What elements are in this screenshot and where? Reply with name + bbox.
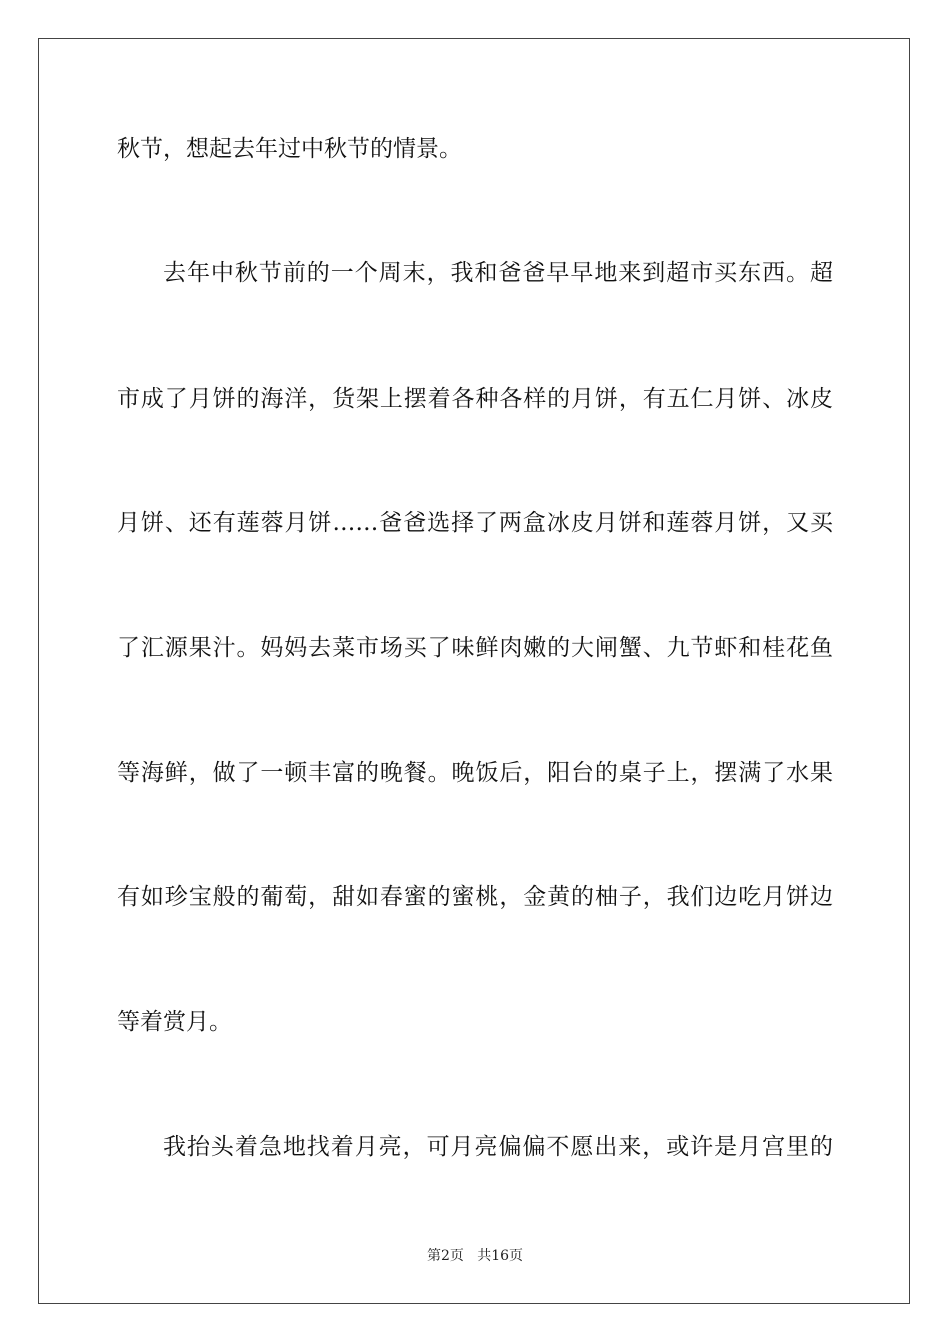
page-number-footer: 第2页 共16页: [426, 1248, 524, 1264]
paragraph-line: 等着赏月。: [117, 1009, 232, 1035]
paragraph-line: 了汇源果汁。妈妈去菜市场买了味鲜肉嫩的大闸蟹、九节虾和桂花鱼: [117, 635, 833, 661]
paragraph-line: 去年中秋节前的一个周末，我和爸爸早早地来到超市买东西。超: [163, 260, 833, 286]
page-border: [38, 38, 910, 1304]
paragraph-line: 我抬头着急地找着月亮，可月亮偏偏不愿出来，或许是月宫里的: [163, 1134, 833, 1160]
paragraph-line: 秋节，想起去年过中秋节的情景。: [117, 136, 462, 162]
paragraph-line: 等海鲜，做了一顿丰富的晚餐。晚饭后，阳台的桌子上，摆满了水果: [117, 760, 833, 786]
paragraph-line: 市成了月饼的海洋，货架上摆着各种各样的月饼，有五仁月饼、冰皮: [117, 386, 833, 412]
paragraph-line: 有如珍宝般的葡萄，甜如春蜜的蜜桃，金黄的柚子，我们边吃月饼边: [117, 884, 833, 910]
paragraph-line: 月饼、还有莲蓉月饼……爸爸选择了两盒冰皮月饼和莲蓉月饼，又买: [117, 510, 833, 536]
